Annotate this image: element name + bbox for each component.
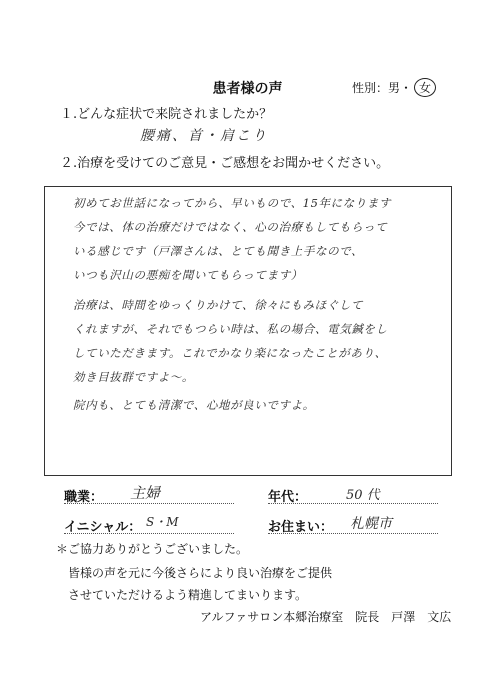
comment-line: 今では、体の治療だけではなく、心の治療もしてもらって xyxy=(73,220,388,234)
question-2: ２.治療を受けてのご意見・ご感想をお聞かせください。 xyxy=(60,156,390,171)
page-title: 患者様の声 xyxy=(212,81,283,97)
comment-line: 初めてお世話になってから、早いもので、15年になります xyxy=(73,196,392,210)
gender-selected-circle: 女 xyxy=(414,78,436,97)
residence-value: 札幌市 xyxy=(350,516,392,532)
age-label: 年代： xyxy=(268,490,308,505)
occupation-label: 職業： xyxy=(64,490,104,505)
initials-underline xyxy=(64,533,234,534)
gender-label: 性別：男・ xyxy=(352,81,413,95)
residence-underline xyxy=(268,533,438,534)
footer-line-2: させていただけるよう精進してまいります。 xyxy=(68,588,308,602)
gender-field xyxy=(352,78,436,97)
thanks-note: ＊ご協力ありがとうございました。 xyxy=(56,542,249,556)
residence-label: お住まい： xyxy=(268,520,334,535)
comment-line: 治療は、時間をゆっくりかけて、徐々にもみほぐして xyxy=(73,298,364,312)
age-underline xyxy=(268,503,438,504)
comment-line: 院内も、とても清潔で、心地が良いですよ。 xyxy=(73,398,315,412)
question-1: １.どんな症状で来院されましたか？ xyxy=(60,107,273,122)
footer-line-1: 皆様の声を元に今後さらにより良い治療をご提供 xyxy=(68,566,333,580)
question-1-answer: 腰痛、首・肩こり xyxy=(140,128,268,144)
occupation-underline xyxy=(64,503,234,504)
comment-line: いる感じです（戸澤さんは、とても聞き上手なので、 xyxy=(73,244,364,258)
comment-line: していただきます。これでかなり楽になったことがあり、 xyxy=(73,346,387,360)
comment-line: くれますが、それでもつらい時は、私の場合、電気鍼をし xyxy=(73,322,388,336)
comment-line: いつも沢山の悪痴を聞いてもらってます） xyxy=(73,268,303,282)
occupation-value: 主婦 xyxy=(130,484,161,502)
initials-label: イニシャル： xyxy=(64,520,142,535)
initials-value: S・M xyxy=(146,515,179,529)
age-value: 50 代 xyxy=(346,488,380,503)
clinic-signature: アルファサロン本郷治療室 院長 戸澤 文広 xyxy=(200,610,452,624)
comment-box xyxy=(44,186,452,476)
comment-line: 効き目抜群ですよ〜。 xyxy=(73,370,194,384)
